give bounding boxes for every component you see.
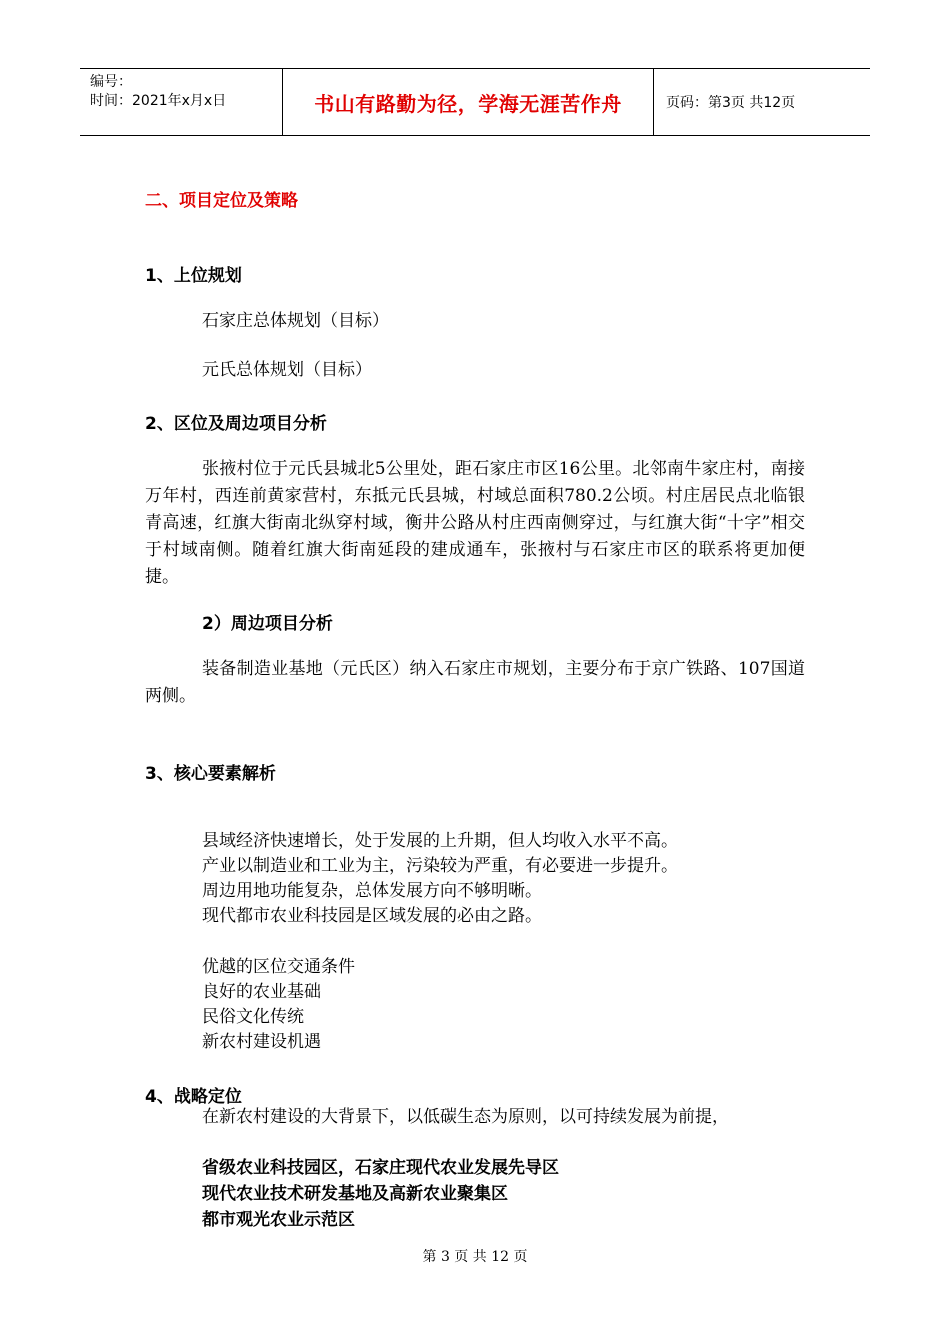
header-motto-cell [282, 69, 654, 135]
time-label: 时间：2021年x月x日 [90, 93, 227, 109]
list-item: 都市观光农业示范区 [202, 1210, 355, 1230]
list-item: 现代农业技术研发基地及高新农业聚集区 [202, 1184, 508, 1204]
list-item: 产业以制造业和工业为主，污染较为严重，有必要进一步提升。 [202, 856, 678, 876]
header-motto: 书山有路勤为径，学海无涯苦作舟 [314, 91, 622, 116]
surrounding-paragraph: 装备制造业基地（元氏区）纳入石家庄市规划，主要分布于京广铁路、107国道两侧。 [145, 659, 805, 706]
list-item: 良好的农业基础 [202, 982, 321, 1002]
list-item: 现代都市农业科技园是区域发展的必由之路。 [202, 906, 542, 926]
strengths-list [202, 955, 355, 1055]
page-footer: 第 3 页 共 12 页 [422, 1249, 528, 1265]
page-header [80, 68, 870, 136]
list-item: 石家庄总体规划（目标） [202, 311, 389, 331]
header-meta [80, 69, 282, 135]
header-page-label: 页码：第3页 共12页 [666, 95, 796, 111]
heading-upper-planning: 1、上位规划 [145, 266, 242, 286]
list-item: 优越的区位交通条件 [202, 957, 355, 977]
issues-list [202, 829, 678, 929]
list-item: 省级农业科技园区，石家庄现代农业发展先导区 [202, 1158, 559, 1178]
list-item: 周边用地功能复杂，总体发展方向不够明晰。 [202, 881, 542, 901]
heading-surrounding-projects: 2）周边项目分析 [202, 614, 333, 634]
heading-core-elements: 3、核心要素解析 [145, 764, 276, 784]
list-item: 新农村建设机遇 [202, 1032, 321, 1052]
list-item: 民俗文化传统 [202, 1007, 304, 1027]
header-page-cell [654, 69, 870, 135]
list-item: 县域经济快速增长，处于发展的上升期，但人均收入水平不高。 [202, 831, 678, 851]
positions-list [202, 1155, 559, 1233]
heading-location-analysis: 2、区位及周边项目分析 [145, 414, 327, 434]
number-label: 编号： [90, 74, 132, 90]
location-paragraph: 张掖村位于元氏县城北5公里处，距石家庄市区16公里。北邻南牛家庄村，南接万年村，西连前黄家营村，东抵元氏县城，村域总面积780.2公顷。村庄居民点北临银青高速，红旗大街南北纵穿村域，衡井公路从村庄西南侧穿过，与红旗大街“十字”相交于村域南侧。随着红旗大街南延段的建成通车，张掖村与石家庄市区的联系将更加便捷。 [145, 459, 805, 587]
strategy-intro: 在新农村建设的大背景下，以低碳生态为原则，以可持续发展为前提， [202, 1107, 729, 1127]
list-item: 元氏总体规划（目标） [202, 360, 372, 380]
section-title: 二、项目定位及策略 [145, 191, 298, 211]
heading-strategic-positioning: 4、战略定位 [145, 1087, 242, 1107]
